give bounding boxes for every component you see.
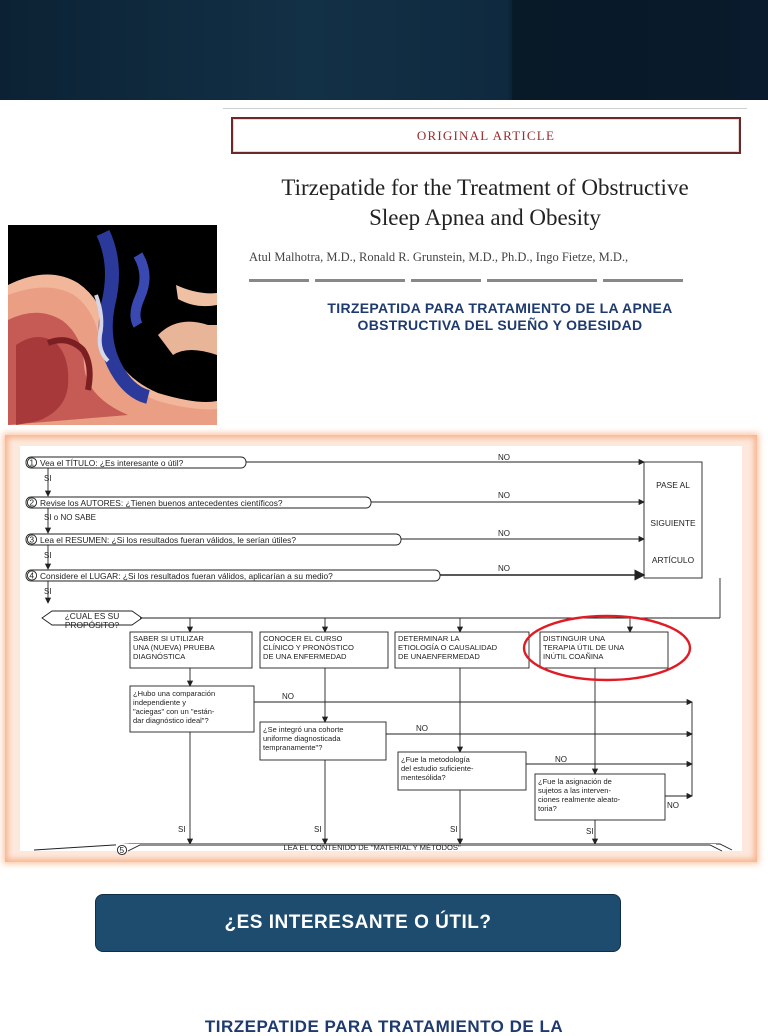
answer-si-q2: SI: [314, 825, 322, 834]
purpose-2-line2: CLÍNICO Y PRONÓSTICO: [263, 643, 354, 652]
purpose-2-line3: DE UNA ENFERMEDAD: [263, 652, 347, 661]
spanish-title-line1: TIRZEPATIDA PARA TRATAMIENTO DE LA APNEA: [327, 300, 673, 316]
purpose-1-line3: DIAGNÓSTICA: [133, 652, 186, 661]
step-title: Vea el TÍTULO: ¿Es interesante o útil?: [40, 458, 184, 468]
answer-no-2: NO: [498, 491, 510, 500]
purpose-2-line1: CONOCER EL CURSO: [263, 634, 343, 643]
final-step-text: LEA EL CONTENIDO DE "MATERIAL Y MÉTODOS": [283, 843, 461, 852]
flowchart: [20, 446, 742, 855]
original-article-label: ORIGINAL ARTICLE: [416, 128, 556, 143]
question-1-line4: dar diagnóstico ideal"?: [133, 716, 209, 725]
bottom-text: TIRZEPATIDE PARA TRATAMIENTO DE LA: [204, 1017, 564, 1036]
pase-line3: ARTÍCULO: [651, 555, 695, 565]
original-article-banner: [231, 117, 741, 154]
question-4-line2: sujetos a las interven-: [538, 786, 611, 795]
question-3-line3: mentesólida?: [401, 773, 446, 782]
proposito-line2: PROPÓSITO?: [64, 620, 120, 630]
answer-si-q3: SI: [450, 825, 458, 834]
answer-no-q2: NO: [416, 724, 428, 733]
answer-no-4: NO: [498, 564, 510, 573]
answer-no-q3: NO: [555, 755, 567, 764]
answer-si-q4: SI: [586, 827, 594, 836]
sleep-apnea-illustration: [8, 225, 217, 425]
question-3-line1: ¿Fue la metodología: [401, 755, 470, 764]
question-4-line1: ¿Fue la asignación de: [538, 777, 612, 786]
step-place: Considere el LUGAR: ¿Si los resultados fueran válidos, aplicarían a su medio?: [40, 571, 333, 581]
question-4-line4: toria?: [538, 804, 557, 813]
answer-no-q1: NO: [282, 692, 294, 701]
purpose-3-line3: DE UNAENFERMEDAD: [398, 652, 480, 661]
question-2-line2: uniforme diagnosticada: [263, 734, 341, 743]
step-1-number: 1: [29, 457, 35, 468]
purpose-4-line1: DISTINGUIR UNA: [543, 634, 606, 643]
bottom-cut-text: [0, 1017, 768, 1036]
answer-si-q1: SI: [178, 825, 186, 834]
purpose-1-line2: UNA (NUEVA) PRUEBA: [133, 643, 215, 652]
interest-question-button[interactable]: ¿ES INTERESANTE O ÚTIL?: [95, 894, 621, 952]
purpose-1-line1: SABER SI UTILIZAR: [133, 634, 204, 643]
flowchart-frame: [5, 435, 757, 862]
purpose-3-line2: ETIOLOGÍA O CAUSALIDAD: [398, 643, 498, 652]
answer-no-1: NO: [498, 453, 510, 462]
answer-si-3: SI: [44, 551, 52, 560]
step-authors: Revise los AUTORES: ¿Tienen buenos antecedentes científicos?: [40, 498, 283, 508]
question-1-line3: "aciegas" con un "están-: [133, 707, 215, 716]
question-4-line3: ciones realmente aleato-: [538, 795, 621, 804]
answer-no-q4: NO: [667, 801, 679, 810]
answer-si-no-sabe: SI o NO SABE: [44, 513, 97, 522]
proposito-line1: ¿CUAL ES SU: [64, 611, 120, 621]
article-title-line2: Sleep Apnea and Obesity: [369, 205, 601, 230]
article-authors: Atul Malhotra, M.D., Ronald R. Grunstein, M.D., Ph.D., Ingo Fietze, M.D.,: [249, 250, 629, 264]
answer-si-4: SI: [44, 587, 52, 596]
pase-line2: SIGUIENTE: [650, 518, 696, 528]
answer-no-3: NO: [498, 529, 510, 538]
question-1-line1: ¿Hubo una comparación: [133, 689, 216, 698]
pase-line1: PASE AL: [656, 480, 690, 490]
step-summary: Lea el RESUMEN: ¿Si los resultados fueran válidos, le serían útiles?: [40, 535, 297, 545]
step-4-number: 4: [29, 570, 35, 581]
question-2-line3: tempranamente"?: [263, 743, 323, 752]
answer-si-1: SI: [44, 474, 52, 483]
article-header-image: [223, 108, 747, 274]
question-2-line1: ¿Se integró una cohorte: [263, 725, 344, 734]
article-title: [223, 173, 747, 233]
article-title-line1: Tirzepatide for the Treatment of Obstructive: [281, 175, 689, 200]
spanish-title-line2: OBSTRUCTIVA DEL SUEÑO Y OBESIDAD: [357, 317, 643, 333]
question-1-line2: independiente y: [133, 698, 186, 707]
header-banner: [0, 0, 768, 100]
step-3-number: 3: [29, 534, 35, 545]
step-5-number: 5: [119, 845, 125, 855]
authors-cut-line: [249, 269, 709, 273]
spanish-title: [280, 300, 720, 334]
purpose-4-line2: TERAPIA ÚTIL DE UNA: [543, 643, 625, 652]
purpose-3-line1: DETERMINAR LA: [398, 634, 460, 643]
purpose-4-line3: INÚTIL COAÑINA: [543, 652, 604, 661]
question-3-line2: del estudio suficiente-: [401, 764, 474, 773]
step-2-number: 2: [29, 497, 35, 508]
